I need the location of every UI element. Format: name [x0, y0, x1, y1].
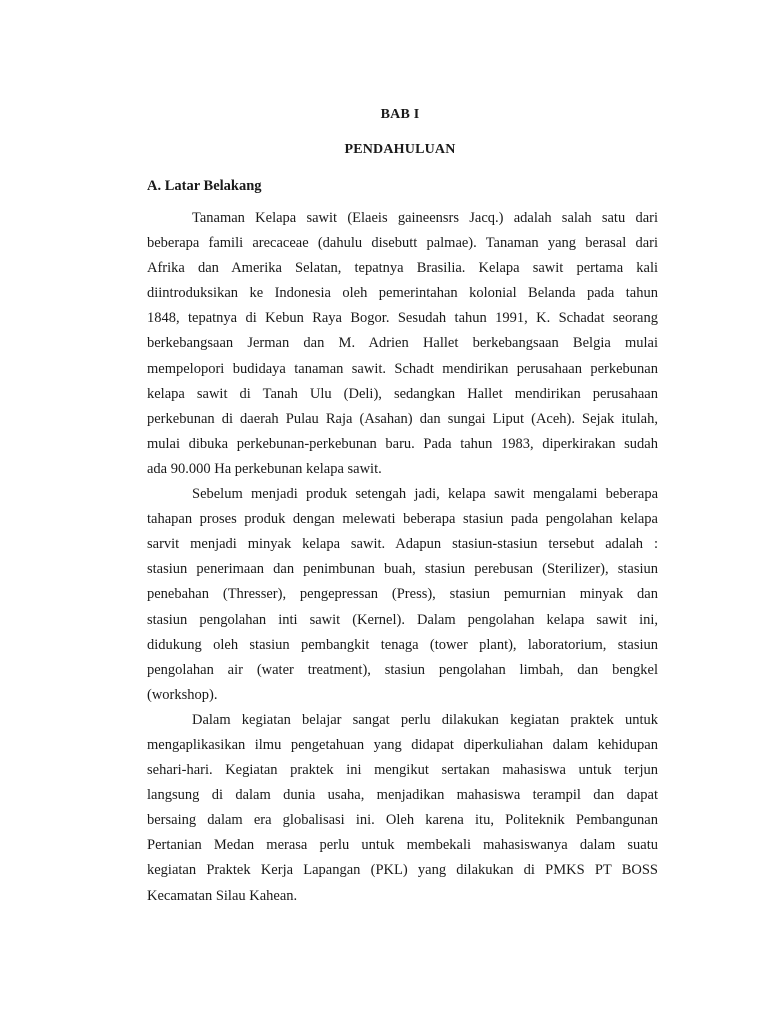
- paragraph-line: stasiun pengolahan inti sawit (Kernel). Dalam pengolahan kelapa sawit ini,: [147, 611, 658, 628]
- paragraph-line: Sebelum menjadi produk setengah jadi, kelapa sawit mengalami beberapa: [192, 486, 658, 503]
- paragraph: [147, 482, 658, 708]
- paragraph-line: tahapan proses produk dengan melewati beberapa stasiun pada pengolahan kelapa: [147, 511, 658, 528]
- paragraph-line: sehari-hari. Kegiatan praktek ini mengikut sertakan mahasiswa untuk terjun: [147, 762, 658, 779]
- paragraph-line: bersaing dalam era globalisasi ini. Oleh karena itu, Politeknik Pembangunan: [147, 812, 658, 829]
- paragraph-line: Dalam kegiatan belajar sangat perlu dilakukan kegiatan praktek untuk: [192, 711, 658, 728]
- paragraph-line: mempelopori budidaya tanaman sawit. Schadt mendirikan perusahaan perkebunan: [147, 360, 658, 377]
- paragraph-line: mengaplikasikan ilmu pengetahuan yang didapat diperkuliahan dalam kehidupan: [147, 736, 658, 753]
- paragraph-line: berkebangsaan Jerman dan M. Adrien Hallet berkebangsaan Belgia mulai: [147, 335, 658, 352]
- paragraph-line: Kecamatan Silau Kahean.: [147, 887, 298, 904]
- paragraph-line: 1848, tepatnya di Kebun Raya Bogor. Sesudah tahun 1991, K. Schadat seorang: [147, 310, 658, 327]
- paragraph-line: langsung di dalam dunia usaha, menjadikan mahasiswa terampil dan dapat: [147, 787, 658, 804]
- paragraph-line: ada 90.000 Ha perkebunan kelapa sawit.: [147, 460, 382, 477]
- paragraph-line: Pertanian Medan merasa perlu untuk membekali mahasiswanya dalam suatu: [147, 837, 658, 854]
- paragraph-line: perkebunan di daerah Pulau Raja (Asahan) dan sungai Liput (Aceh). Sejak itulah,: [147, 410, 658, 427]
- paragraph-line: sarvit menjadi minyak kelapa sawit. Adapun stasiun-stasiun tersebut adalah :: [147, 536, 658, 553]
- body-text: [147, 206, 658, 909]
- paragraph-line: beberapa famili arecaceae (dahulu disebutt palmae). Tanaman yang berasal dari: [147, 235, 658, 252]
- chapter-number: BAB I: [380, 107, 420, 122]
- paragraph-line: Tanaman Kelapa sawit (Elaeis gaineensrs Jacq.) adalah salah satu dari: [192, 210, 658, 226]
- paragraph-line: pengolahan air (water treatment), stasiun pengolahan limbah, dan bengkel: [147, 661, 658, 678]
- paragraph-line: Afrika dan Amerika Selatan, tepatnya Brasilia. Kelapa sawit pertama kali: [147, 260, 658, 277]
- section-heading: A. Latar Belakang: [147, 178, 262, 194]
- paragraph: [147, 708, 658, 909]
- paragraph-line: (workshop).: [147, 686, 218, 703]
- paragraph-line: kegiatan Praktek Kerja Lapangan (PKL) yang dilakukan di PMKS PT BOSS: [147, 862, 658, 879]
- paragraph: [147, 206, 658, 482]
- paragraph-line: mulai dibuka perkebunan-perkebunan baru. Pada tahun 1983, diperkirakan sudah: [147, 435, 658, 452]
- paragraph-line: stasiun penerimaan dan penimbunan buah, stasiun perebusan (Sterilizer), stasiun: [147, 561, 658, 578]
- chapter-title: PENDAHULUAN: [344, 142, 456, 157]
- paragraph-line: diintroduksikan ke Indonesia oleh pemerintahan kolonial Belanda pada tahun: [147, 285, 658, 302]
- paragraph-line: didukung oleh stasiun pembangkit tenaga (tower plant), laboratorium, stasiun: [147, 636, 658, 653]
- paragraph-line: penebahan (Thresser), pengepressan (Press), stasiun pemurnian minyak dan: [147, 586, 658, 603]
- paragraph-line: kelapa sawit di Tanah Ulu (Deli), sedangkan Hallet mendirikan perusahaan: [147, 385, 658, 402]
